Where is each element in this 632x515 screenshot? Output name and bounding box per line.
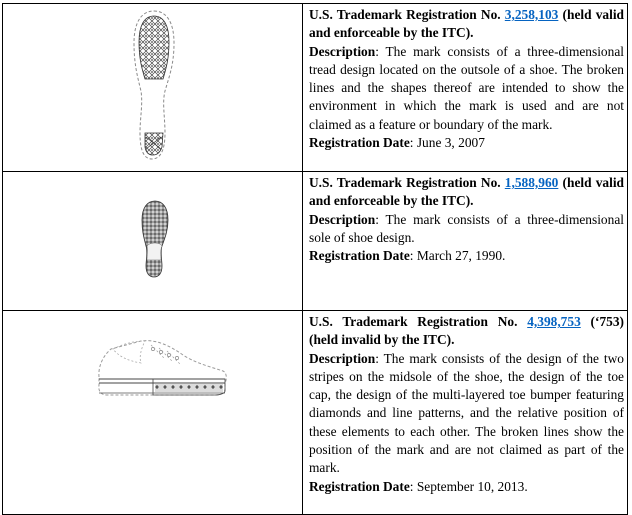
image-cell (3, 311, 303, 515)
table-row (3, 172, 628, 311)
reg-status: (held valid and enforceable by the ITC). (309, 175, 624, 209)
reg-prefix: U.S. Trademark Registration No. (309, 314, 518, 329)
description-label: Description (309, 211, 376, 227)
table-row (3, 4, 628, 172)
description-text: : The mark consists of a three-dimensional sole of shoe design. (309, 211, 624, 245)
description-label: Description (309, 43, 376, 59)
text-cell (303, 311, 628, 515)
registration-date: : March 27, 1990. (409, 248, 506, 264)
description-label: Description (309, 350, 376, 366)
sneaker-side-view-drawing (95, 327, 229, 399)
table-row (3, 311, 628, 515)
registration-date: : September 10, 2013. (409, 478, 528, 494)
registration-date: : June 3, 2007 (409, 135, 485, 151)
reg-prefix: U.S. Trademark Registration No. (309, 175, 501, 190)
text-cell (303, 172, 628, 311)
shoe-outsole-tread-drawing (131, 9, 177, 161)
description-text: : The mark consists of a three-dimensional tread design located on the outsole of a shoe. The broken lines and the shapes thereof are intended to show the environment in which the mark is used and are not claimed as a feature or boundary of the mark. (309, 43, 624, 132)
registration-number-link[interactable]: 1,588,960 (504, 175, 559, 190)
date-label: Registration Date (309, 135, 410, 151)
description-text: : The mark consists of the design of the two stripes on the midsole of the shoe, the design of the toe cap, the design of the multi-layered toe bumper featuring diamonds and line patterns, and the relative position of these elements to each other. The broken lines show the position of the mark and are not claimed as part of the mark. (309, 350, 624, 476)
trademark-table (2, 3, 628, 515)
reg-status: (held valid and enforceable by the ITC). (309, 7, 624, 41)
text-cell (303, 4, 628, 172)
image-cell (3, 172, 303, 311)
image-cell (3, 4, 303, 172)
date-label: Registration Date (309, 478, 410, 494)
reg-prefix: U.S. Trademark Registration No. (309, 7, 501, 22)
reg-status: (‘753) (held invalid by the ITC). (309, 314, 624, 348)
registration-number-link[interactable]: 3,258,103 (504, 7, 559, 22)
registration-number-link[interactable]: 4,398,753 (527, 314, 581, 329)
date-label: Registration Date (309, 248, 410, 264)
shoe-sole-design-drawing (141, 200, 169, 278)
